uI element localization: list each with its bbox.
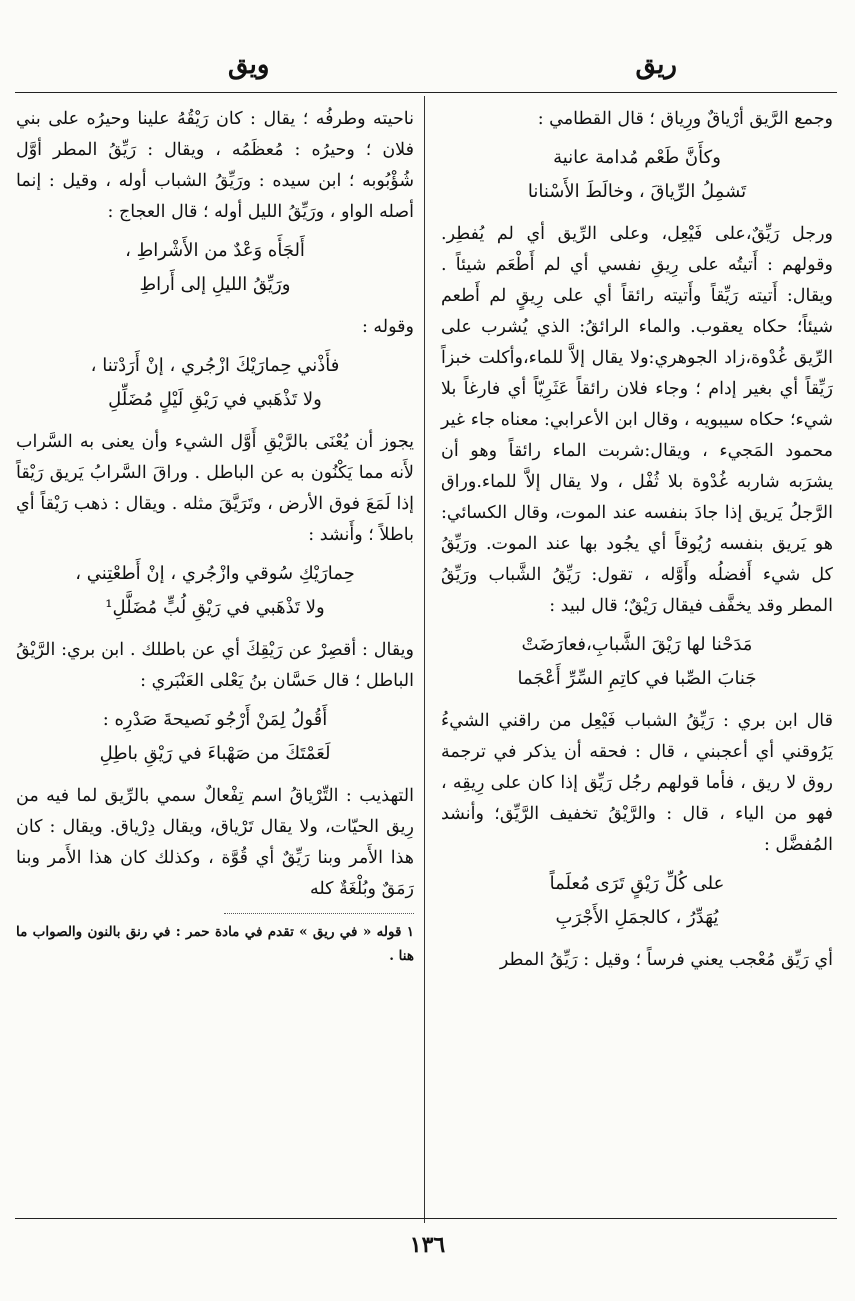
bottom-rule [15,1218,837,1219]
top-rule [15,92,837,93]
poem [441,141,833,209]
verse-line: على كُلِّ رَيْقٍ تَرَى مُعلَماً [549,873,725,894]
paragraph: وقوله : [361,317,414,337]
verse-line: أَلجَأَه وَعْدٌ من الأَشْراطِ ، [125,240,305,261]
right-column [441,104,833,976]
header-word-left: ويق [228,50,270,80]
verse-line: فأَذْني حِمارَيْكَ ازْجُري ، إنْ أَرَدْتنا ، [90,355,340,376]
verse-line: أَقُولُ لِمَنْ أَرْجُو نَصيحةَ صَدْرِه : [102,709,328,730]
verse-line: جَنابَ الصِّبا في كاتِمِ السِّرِّ أَعْجَما [517,668,757,689]
verse-line: ولا تَذْهَبي في رَيْقِ لُبٍّ مُضَلَّلِ¹ [105,597,325,618]
verse-line: حِمارَيْكِ سُوقي وازْجُري ، إنْ أَطعْتِني ، [75,563,355,584]
header-word-right: ريق [635,50,677,80]
paragraph: ورجل رَيِّقٌ،على فَيْعِل، وعلى الرِّيق أي لم يُفطِر. وقولهم : أَتيتُه على رِيقِ نفسي أي لم أَطْعَم شيئاً . ويقال: أَتيته رَيِّقاً وأَتيته رائقاً أي على رِيقٍ لم أَطعم شيئاً؛ حكاه يعقوب. والماء الرائقُ: الذي يُشرب على الرِّيق غُدْوة،زاد الجوهري:ولا يقال إلاَّ للماء،وأكلت خبزاً رَيِّقاً أي بغير إدام ؛ وجاء فلان رائقاً عَثَرِيّاً أي فارغاً بلا شيء؛ حكاه سيبويه ، وقال ابن الأعرابي: معناه جاء غير محمود المَجيء ، ويقال:شربت الماء رائقاً وهو أن يشرَبه شاربه غُدْوة بلا ثُفْل ، ولا يقال إلاَّ للماء.وراق الرَّجلُ يَريق إذا جادَ بنفسه عند الموت، وقال الكسائي: هو يَريق بنفسه رُيُوقاً أي يجُود بها عند الموت. ورَيِّقُ كل شيء أَفضلُه وأَوَّله ، تقول: رَيِّقُ الشَّباب ورَيِّقُ المطر وقد يخفَّف فيقال رَيْقٌ؛ قال لبيد : [441,224,833,616]
poem [16,703,414,771]
paragraph: التهذيب : التِّرْياقُ اسم تِفْعالٌ سمي بالرِّيق لما فيه من رِيق الحيّات، ولا يقال تَرْياق، ويقال دِرْياق. ويقال : كان هذا الأَمر وبنا رَيِّقٌ أي قُوَّة ، وكذلك كان هذا الأَمر وبنا رَمَقٌ وبُلْغَةٌ كله [16,786,414,899]
poem [16,349,414,417]
footnote-rule [224,913,414,914]
verse-line: تَشمِلُ الرِّياقَ ، وخالَطَ الأَسْنانا [527,181,747,202]
paragraph: يجوز أن يُعْنَى بالرَّيْقِ أَوَّل الشيء وأن يعنى به السَّراب لأَنه مما يَكْنُون به عن الباطل . وراقَ السَّرابُ يَريق رَيْقاً إذا لَمَعَ فوق الأرض ، وتَرَيَّقَ مثله . ويقال : ذهب رَيْقاً أي باطلاً ؛ وأَنشد : [16,432,414,545]
verse-line: لَعَمْتَكَ من صَهْباءَ في رَيْقِ باطِلِ [99,743,331,764]
verse-line: ولا تَذْهَبي في رَيْقِ لَيْلٍ مُضَلِّلِ [108,389,322,410]
poem [16,557,414,625]
paragraph: ناحيته وطرفُه ؛ يقال : كان رَيْقُهُ علينا وحيرُه على بني فلان ؛ وحيرُه : مُعظَمُه ، ويقال : رَيِّقُ المطر أوَّل شُؤْبُوبه ؛ ابن سيده : ورَيِّقُ الشباب أوله ، وقيل : إنما أصله الواو ، ورَيِّقُ الليل أوله ؛ قال العجاج : [16,109,414,222]
verse-line: وكأَنَّ طَعْم مُدامة عانية [553,147,721,168]
column-divider [424,96,425,1223]
verse-line: مَدَحْنا لها رَيْقَ الشَّبابِ،فعارَضَتْ [521,634,753,655]
left-column [16,104,414,968]
poem [441,867,833,935]
poem [441,628,833,696]
footnote: ١ قوله « في ريق » تقدم في مادة حمر : في رنق بالنون والصواب ما هنا . [16,924,414,964]
paragraph: وجمع الرَّيق أرْياقٌ ورِياق ؛ قال القطامي : [537,109,833,129]
verse-line: يُهَدِّرُ ، كالجمَلِ الأَجْرَبِ [555,907,719,928]
poem [16,234,414,302]
verse-line: ورَيِّقُ الليلِ إلى أَراطِ [139,274,291,295]
paragraph: قال ابن بري : رَيِّقُ الشباب فَيْعِل من راقني الشيءُ يَرُوقني أي أعجبني ، قال : فحقه أن يذكر في ترجمة روق لا ريق ، فأما قولهم رجُل رَيِّق إذا كان على رِيقِه ، فهو من الياء ، قال : والرَّيْقُ تخفيف الرَّيِّق؛ وأنشد المُفضَّل : [441,711,833,855]
paragraph: ويقال : أقصِرْ عن رَيْقِكَ أي عن باطلك . ابن بري: الرَّيْقُ الباطل ؛ قال حَسَّان بنُ يَعْلى العَنْبَري : [16,640,414,691]
page-number: ١٣٦ [409,1232,446,1258]
paragraph: أي رَيِّق مُعْجب يعني فرساً ؛ وقيل : رَيِّقُ المطر [499,950,833,970]
